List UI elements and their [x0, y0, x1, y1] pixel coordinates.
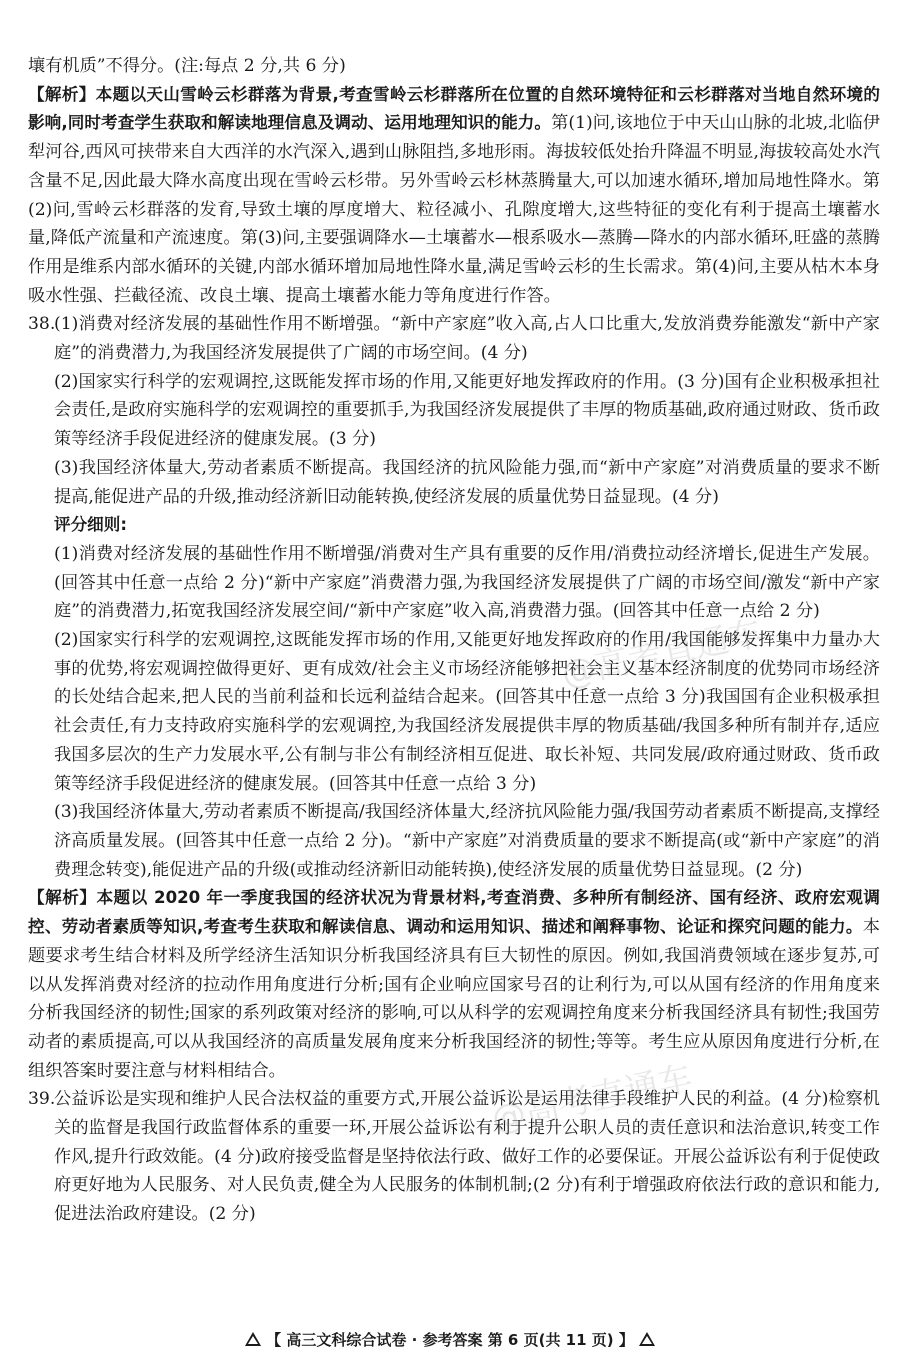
analysis-label: 【解析】 — [28, 84, 96, 104]
scoring-heading: 评分细则: — [54, 515, 128, 535]
page-footer — [0, 1326, 900, 1355]
q38-answer-3: (3)我国经济体量大,劳动者素质不断提高。我国经济的抗风险能力强,而“新中产家庭”对消费质量的要求不断提高,能促进产品的升级,推动经济新旧动能转换,使经济发展的质量优势日益显现。(4 分) — [54, 457, 880, 507]
prev-answer-tail: 壤有机质”不得分。(注:每点 2 分,共 6 分) — [28, 56, 346, 76]
q38-answer-1: (1)消费对经济发展的基础性作用不断增强。“新中产家庭”收入高,占人口比重大,发放消费券能激发“新中产家庭”的消费潜力,为我国经济发展提供了广阔的市场空间。(4 分) — [54, 314, 880, 364]
scoring-rule-3: (3)我国经济体量大,劳动者素质不断提高/我国经济体量大,经济抗风险能力强/我国劳动者素质不断提高,支撑经济高质量发展。(回答其中任意一点给 2 分)。“新中产家庭”对消费质量的要求不断提高(或“新中产家庭”的消费理念转变),能促进产品的升级(或推动经济新旧动能转换),使经济发展的质量优势日益显现。(2 分) — [54, 802, 880, 880]
watermark: @高考直通车 — [557, 613, 766, 695]
scoring-rule-2: (2)国家实行科学的宏观调控,这既能发挥市场的作用,又能更好地发挥政府的作用/我国能够发挥集中力量办大事的优势,将宏观调控做得更好、更有成效/社会主义市场经济能够把社会主义基本经济制度的优势同市场经济的长处结合起来,把人民的当前利益和长远利益结合起来。(回答其中任意一点给 3 分)我国国有企业积极承担社会责任,有力支持政府实施科学的宏观调控,为我国经济发展提供丰厚的物质基础/我国多种所有制并存,适应我国多层次的生产力发展水平,公有制与非公有制经济相互促进、取长补短、共同发展/政府通过财政、货币政策等经济手段促进经济的健康发展。(回答其中任意一点给 3 分) — [54, 630, 880, 794]
q37-analysis-lead: 本题以天山雪岭云杉群落为背景,考查雪岭云杉群落所在位置的自然环境特征和云杉群落对当地自然环境的影响,同时考查学生获取和解读地理信息及调动、运用地理知识的能力。 — [28, 84, 880, 133]
question-number: 38. — [28, 314, 56, 335]
question-38 — [28, 310, 880, 884]
q38-analysis — [28, 884, 880, 1085]
scoring-rule-1: (1)消费对经济发展的基础性作用不断增强/消费对生产具有重要的反作用/消费拉动经济增长,促进生产发展。(回答其中任意一点给 2 分)“新中产家庭”消费潜力强,为我国经济发展提供了广阔的市场空间/激发“新中产家庭”的消费潜力,拓宽我国经济发展空间/“新中产家庭”收入高,消费潜力强。(回答其中任意一点给 2 分) — [54, 543, 880, 622]
answer-page — [28, 52, 880, 1229]
q38-answer-2: (2)国家实行科学的宏观调控,这既能发挥市场的作用,又能更好地发挥政府的作用。(3 分)国有企业积极承担社会责任,是政府实施科学的宏观调控的重要抓手,为我国经济发展提供了丰厚的物质基础,政府通过财政、货币政策等经济手段促进经济的健康发展。(3 分) — [54, 371, 880, 450]
q37-analysis — [28, 81, 880, 311]
q37-analysis-body: 第(1)问,该地位于中天山山脉的北坡,北临伊犁河谷,西风可挟带来自大西洋的水汽深入,遇到山脉阻挡,多地形雨。海拔较低处抬升降温不明显,海拔较高处水汽含量不足,因此最大降水高度出现在雪岭云杉带。另外雪岭云杉林蒸腾量大,可以加速水循环,增加局地性降水。第(2)问,雪岭云杉群落的发育,导致土壤的厚度增大、粒径减小、孔隙度增大,这些特征的变化有利于提高土壤蓄水量,降低产流量和产流速度。第(3)问,主要强调降水—土壤蓄水—根系吸水—蒸腾—降水的内部水循环,旺盛的蒸腾作用是维系内部水循环的关键,内部水循环增加局地性降水量,满足雪岭云杉的生长需求。第(4)问,主要从枯木本身吸水性强、拦截径流、改良土壤、提高土壤蓄水能力等角度进行作答。 — [28, 113, 880, 306]
question-number: 39. — [28, 1089, 56, 1110]
footer-text: 【 高三文科综合试卷 · 参考答案 第 6 页(共 11 页) 】 — [266, 1331, 634, 1349]
q38-analysis-lead: 本题以 2020 年一季度我国的经济状况为背景材料,考查消费、多种所有制经济、国有经济、政府宏观调控、劳动者素质等知识,考查考生获取和解读信息、调动和运用知识、描述和阐释事物、论证和探究问题的能力。 — [28, 888, 881, 937]
triangle-icon — [245, 1332, 261, 1346]
q39-answer: 公益诉讼是实现和维护人民合法权益的重要方式,开展公益诉讼是运用法律手段维护人民的利益。(4 分)检察机关的监督是我国行政监督体系的重要一环,开展公益诉讼有利于提升公职人员的责任意识和法治意识,转变工作作风,提升行政效能。(4 分)政府接受监督是坚持依法行政、做好工作的必要保证。开展公益诉讼有利于促使政府更好地为人民服务、对人民负责,健全为人民服务的体制机制;(2 分)有利于增强政府依法行政的意识和能力,促进法治政府建设。(2 分) — [54, 1089, 880, 1225]
analysis-label: 【解析】 — [28, 888, 97, 908]
q38-analysis-body: 本题要求考生结合材料及所学经济生活知识分析我国经济具有巨大韧性的原因。例如,我国消费领域在逐步复苏,可以从发挥消费对经济的拉动作用角度进行分析;国有企业响应国家号召的让利行为,可以从国有经济的作用角度来分析我国经济的韧性;国家的系列政策对经济的影响,可以从科学的宏观调控角度来分析我国经济具有韧性;我国劳动者的素质提高,可以从我国经济的高质量发展角度来分析我国经济的韧性;等等。考生应从原因角度进行分析,在组织答案时要注意与材料相结合。 — [28, 917, 880, 1081]
question-39 — [28, 1085, 880, 1229]
triangle-icon — [639, 1332, 655, 1346]
watermark: @高考直通车 — [487, 1058, 696, 1140]
